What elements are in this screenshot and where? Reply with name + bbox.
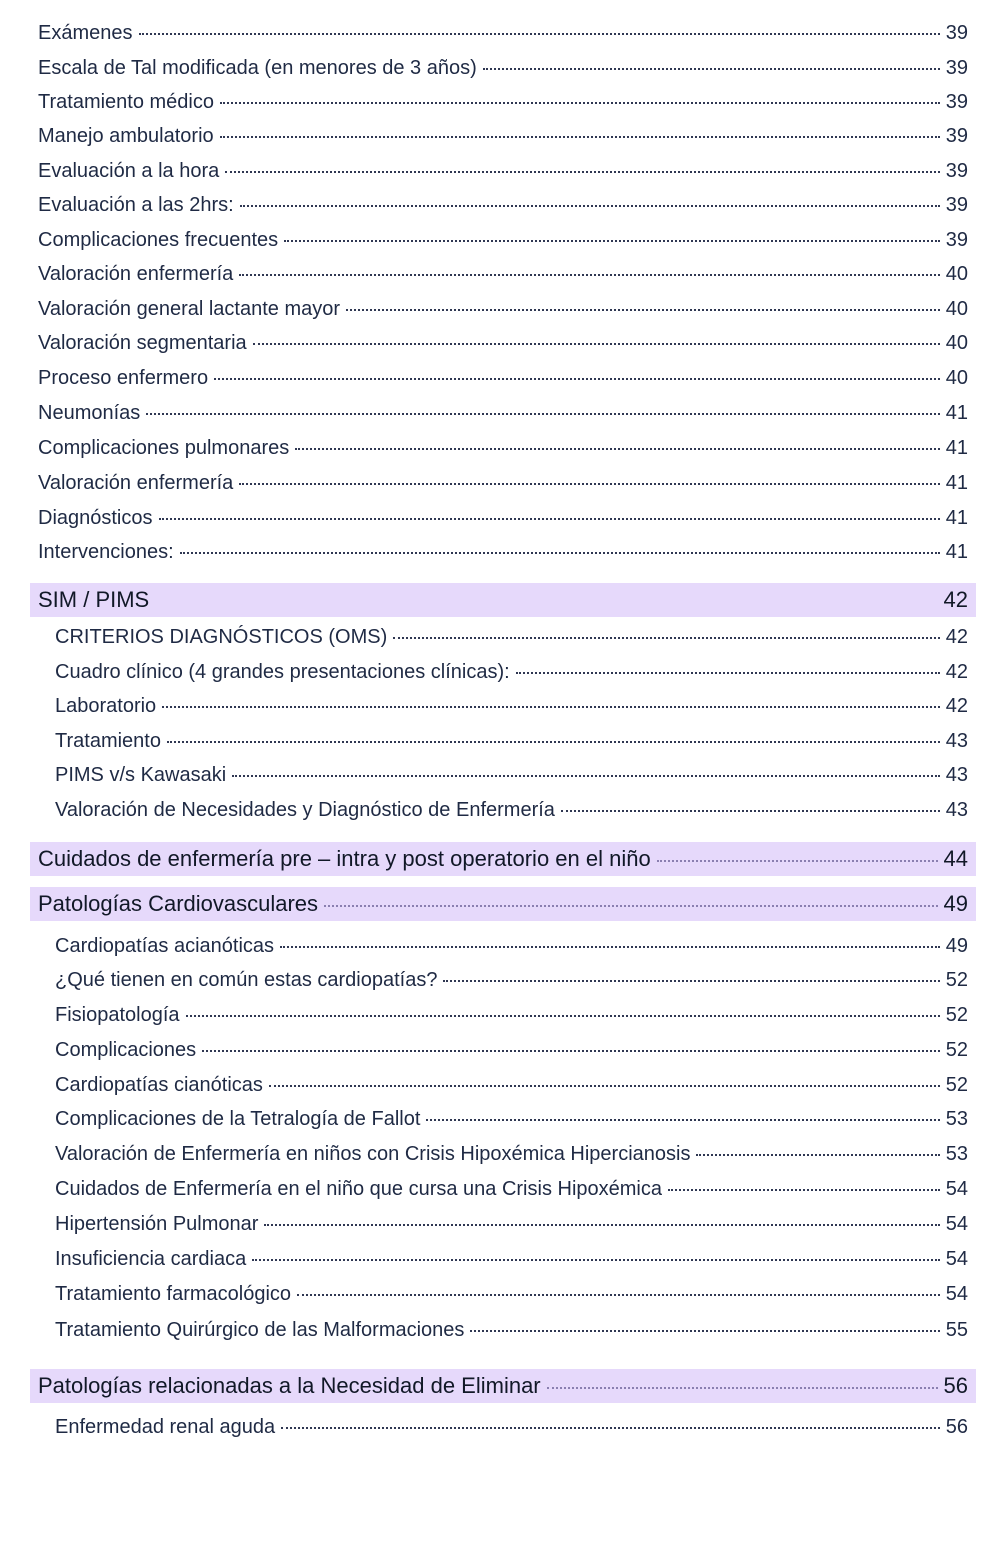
toc-entry-title: Intervenciones: [38, 541, 174, 563]
toc-entry[interactable] [38, 293, 968, 325]
toc-heading[interactable] [38, 843, 968, 875]
toc-page-number: 52 [945, 1074, 968, 1096]
toc-page-number: 41 [945, 402, 968, 424]
toc-page-number: 39 [945, 229, 968, 251]
toc-page-number: 40 [945, 298, 968, 320]
toc-entry-title: Cuadro clínico (4 grandes presentaciones clínicas): [55, 661, 510, 683]
toc-entry[interactable] [55, 1314, 968, 1346]
toc-page-number: 40 [945, 332, 968, 354]
toc-entry-title: Cuidados de enfermería pre – intra y post operatorio en el niño [38, 846, 651, 871]
dot-leader [280, 946, 940, 948]
toc-entry-title: Hipertensión Pulmonar [55, 1213, 259, 1235]
toc-entry[interactable] [55, 725, 968, 757]
dot-leader [393, 637, 940, 639]
toc-entry-title: Evaluación a las 2hrs: [38, 194, 234, 216]
toc-page-number: 42 [945, 661, 968, 683]
toc-page-number: 54 [945, 1213, 968, 1235]
toc-entry-title: Manejo ambulatorio [38, 125, 214, 147]
toc-entry[interactable] [38, 502, 968, 534]
toc-entry[interactable] [38, 120, 968, 152]
toc-page-number: 42 [945, 695, 968, 717]
toc-page-number: 39 [945, 160, 968, 182]
toc-entry[interactable] [55, 1243, 968, 1275]
toc-entry[interactable] [55, 1278, 968, 1310]
dot-leader [470, 1330, 939, 1332]
toc-entry-title: Complicaciones de la Tetralogía de Fallot [55, 1108, 421, 1130]
toc-entry[interactable] [38, 432, 968, 464]
toc-entry[interactable] [38, 224, 968, 256]
dot-leader [657, 860, 938, 862]
dot-leader [225, 171, 940, 173]
dot-leader [269, 1085, 940, 1087]
toc-entry[interactable] [38, 189, 968, 221]
toc-entry[interactable] [38, 536, 968, 568]
toc-page-number: 53 [945, 1143, 968, 1165]
toc-entry-title: Tratamiento [55, 730, 161, 752]
dot-leader [139, 33, 940, 35]
toc-entry-title: Valoración enfermería [38, 472, 234, 494]
toc-entry[interactable] [55, 999, 968, 1031]
toc-entry[interactable] [55, 930, 968, 962]
toc-entry[interactable] [55, 1411, 968, 1443]
toc-page-number: 54 [945, 1248, 968, 1270]
dot-leader [561, 810, 940, 812]
toc-entry-title: PIMS v/s Kawasaki [55, 764, 227, 786]
toc-page-number: 39 [945, 125, 968, 147]
toc-entry-title: Insuficiencia cardiaca [55, 1248, 247, 1270]
toc-entry-title: Complicaciones [55, 1039, 197, 1061]
toc-page-number: 52 [945, 1004, 968, 1026]
dot-leader [264, 1224, 939, 1226]
toc-entry-title: Valoración de Necesidades y Diagnóstico de Enfermería [55, 799, 555, 821]
toc-page-number: 42 [943, 587, 968, 612]
dot-leader [443, 980, 939, 982]
dot-leader [186, 1015, 940, 1017]
dot-leader [668, 1189, 940, 1191]
dot-leader [146, 413, 939, 415]
toc-entry[interactable] [55, 1208, 968, 1240]
toc-entry-title: Tratamiento Quirúrgico de las Malformaciones [55, 1319, 465, 1341]
toc-entry[interactable] [38, 327, 968, 359]
dot-leader [696, 1154, 939, 1156]
toc-entry[interactable] [38, 155, 968, 187]
toc-entry[interactable] [38, 467, 968, 499]
dot-leader [426, 1119, 939, 1121]
toc-entry[interactable] [55, 1069, 968, 1101]
toc-entry-title: Evaluación a la hora [38, 160, 220, 182]
toc-entry-title: Laboratorio [55, 695, 157, 717]
toc-page-number: 39 [945, 91, 968, 113]
dot-leader [516, 672, 940, 674]
dot-leader [180, 552, 940, 554]
toc-entry-title: Enfermedad renal aguda [55, 1416, 276, 1438]
toc-page-number: 44 [943, 846, 968, 871]
toc-entry[interactable] [38, 258, 968, 290]
toc-entry-title: ¿Qué tienen en común estas cardiopatías? [55, 969, 438, 991]
toc-entry[interactable] [38, 86, 968, 118]
toc-page-number: 49 [943, 891, 968, 916]
toc-entry-title: Valoración de Enfermería en niños con Crisis Hipoxémica Hipercianosis [55, 1143, 691, 1165]
toc-entry[interactable] [55, 1103, 968, 1135]
dot-leader [547, 1387, 938, 1389]
toc-entry[interactable] [55, 1138, 968, 1170]
toc-entry-title: Patologías Cardiovasculares [38, 891, 319, 916]
toc-entry-title: Cardiopatías cianóticas [55, 1074, 263, 1096]
toc-page-number: 41 [945, 472, 968, 494]
dot-leader [252, 1259, 940, 1261]
dot-leader [239, 274, 939, 276]
dot-leader [253, 343, 940, 345]
toc-page-number: 41 [945, 541, 968, 563]
toc-page-number: 56 [943, 1373, 968, 1398]
dot-leader [220, 136, 940, 138]
toc-page-number: 39 [945, 22, 968, 44]
toc-page-number: 39 [945, 57, 968, 79]
dot-leader [220, 102, 940, 104]
dot-leader [214, 378, 940, 380]
toc-entry-title: Cardiopatías acianóticas [55, 935, 275, 957]
dot-leader [324, 905, 937, 907]
dot-leader [284, 240, 940, 242]
toc-entry[interactable] [55, 1173, 968, 1205]
toc-entry-title: Complicaciones pulmonares [38, 437, 290, 459]
toc-entry-title: Tratamiento farmacológico [55, 1283, 292, 1305]
toc-page-number: 56 [945, 1416, 968, 1438]
toc-entry[interactable] [55, 759, 968, 791]
dot-leader [483, 68, 940, 70]
toc-page-number: 40 [945, 263, 968, 285]
dot-leader [167, 741, 940, 743]
toc-entry[interactable] [55, 656, 968, 688]
toc-entry-title: Valoración segmentaria [38, 332, 247, 354]
toc-entry-title: Patologías relacionadas a la Necesidad de Eliminar [38, 1373, 541, 1398]
toc-entry-title: Exámenes [38, 22, 133, 44]
toc-entry[interactable] [38, 362, 968, 394]
toc-entry[interactable] [55, 621, 968, 653]
dot-leader [295, 448, 940, 450]
toc-page-number: 53 [945, 1108, 968, 1130]
toc-page-number: 41 [945, 507, 968, 529]
toc-entry[interactable] [55, 690, 968, 722]
toc-entry-title: Escala de Tal modificada (en menores de 3 años) [38, 57, 477, 79]
toc-entry[interactable] [55, 794, 968, 826]
toc-entry-title: SIM / PIMS [38, 587, 150, 612]
toc-entry-title: Valoración general lactante mayor [38, 298, 341, 320]
toc-page-number: 55 [945, 1319, 968, 1341]
dot-leader [202, 1050, 940, 1052]
toc-heading[interactable] [38, 1370, 968, 1402]
toc-entry-title: Tratamiento médico [38, 91, 214, 113]
dot-leader [162, 706, 940, 708]
toc-entry-title: Cuidados de Enfermería en el niño que cursa una Crisis Hipoxémica [55, 1178, 662, 1200]
toc-page-number: 52 [945, 1039, 968, 1061]
toc-entry[interactable] [55, 964, 968, 996]
toc-page-number: 41 [945, 437, 968, 459]
toc-heading[interactable] [38, 888, 968, 920]
toc-page-number: 49 [945, 935, 968, 957]
toc-heading[interactable] [38, 584, 968, 616]
toc-page-number: 52 [945, 969, 968, 991]
dot-leader [297, 1294, 940, 1296]
dot-leader [346, 309, 940, 311]
toc-entry[interactable] [38, 17, 968, 49]
dot-leader [240, 205, 940, 207]
toc-page-number: 54 [945, 1178, 968, 1200]
toc-entry-title: CRITERIOS DIAGNÓSTICOS (OMS) [55, 626, 388, 648]
toc-entry-title: Proceso enfermero [38, 367, 209, 389]
toc-entry-title: Neumonías [38, 402, 141, 424]
toc-entry-title: Diagnósticos [38, 507, 153, 529]
dot-leader [239, 483, 939, 485]
toc-entry-title: Complicaciones frecuentes [38, 229, 279, 251]
toc-entry[interactable] [55, 1034, 968, 1066]
toc-entry[interactable] [38, 52, 968, 84]
dot-leader [232, 775, 940, 777]
toc-page-number: 39 [945, 194, 968, 216]
toc-page-number: 40 [945, 367, 968, 389]
dot-leader [281, 1427, 940, 1429]
toc-entry-title: Fisiopatología [55, 1004, 180, 1026]
toc-page-number: 42 [945, 626, 968, 648]
toc-entry-title: Valoración enfermería [38, 263, 234, 285]
toc-page-number: 43 [945, 764, 968, 786]
toc-entry[interactable] [38, 397, 968, 429]
toc-page-number: 43 [945, 799, 968, 821]
toc-page-number: 54 [945, 1283, 968, 1305]
toc-page-number: 43 [945, 730, 968, 752]
dot-leader [159, 518, 940, 520]
